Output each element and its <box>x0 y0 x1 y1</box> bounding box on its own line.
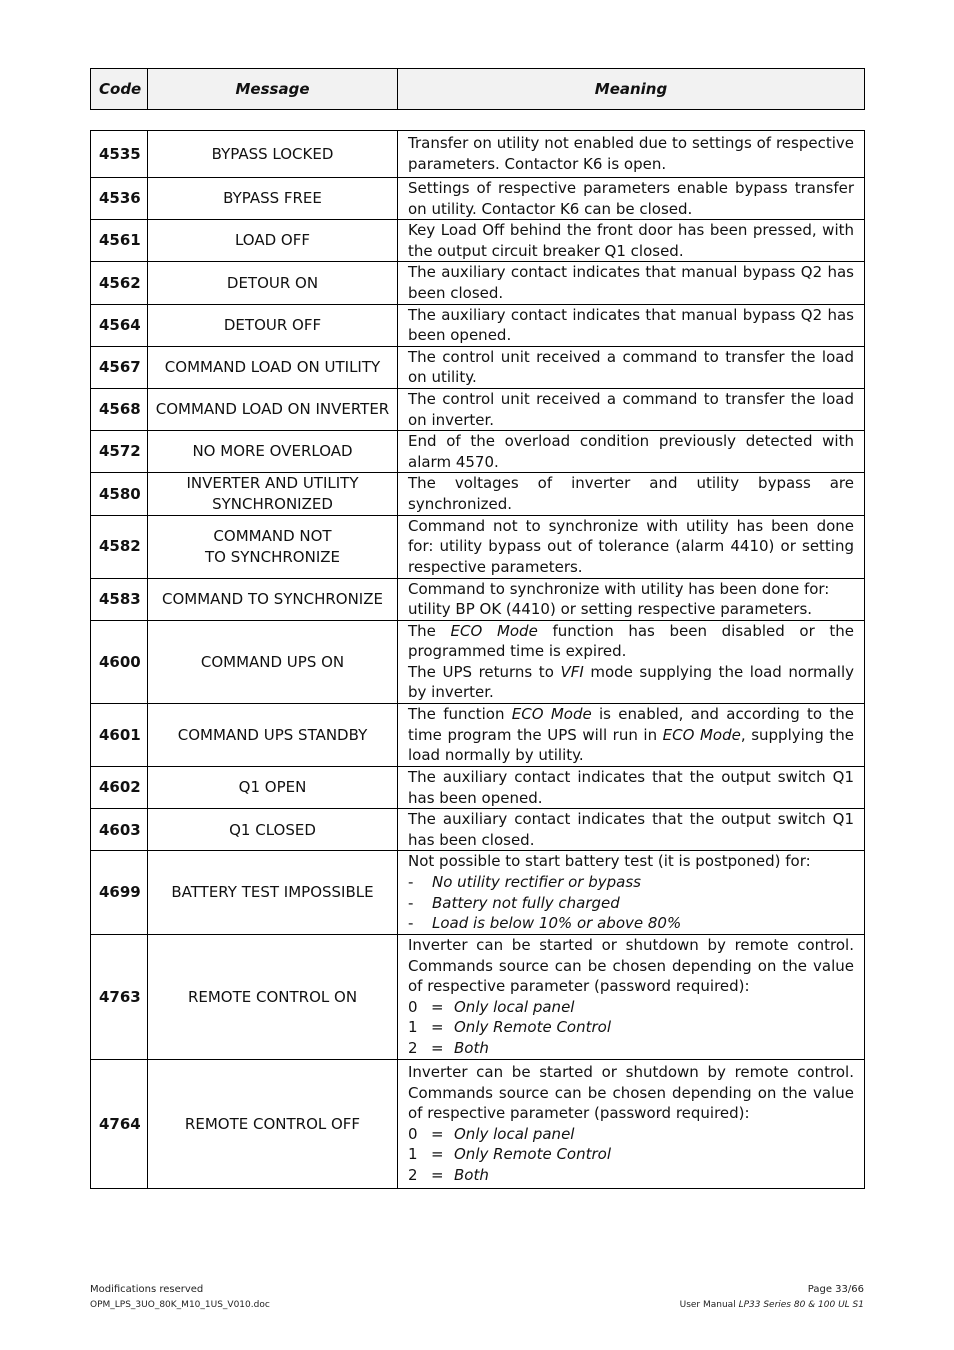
option-equals: = <box>431 997 444 1016</box>
message-line: NO MORE OVERLOAD <box>192 442 353 461</box>
table-row <box>91 578 865 620</box>
message-line: INVERTER AND UTILITY <box>186 474 359 493</box>
bullet-item <box>408 893 854 914</box>
alarm-meaning <box>398 934 865 1059</box>
alarm-code: 4562 <box>91 262 148 304</box>
option-item <box>408 1165 854 1186</box>
option-item <box>408 1144 854 1165</box>
alarm-code: 4536 <box>91 178 148 220</box>
meaning-line: utility BP OK (4410) or setting respective parameters. <box>408 600 813 619</box>
footer-page-number: Page 33/66 <box>807 1284 864 1295</box>
column-header-message: Message <box>148 69 398 110</box>
alarm-code: 4600 <box>91 620 148 703</box>
alarm-code: 4572 <box>91 431 148 473</box>
meaning-line: Not possible to start battery test (it is postponed) for: <box>408 852 811 871</box>
column-header-code: Code <box>91 69 148 110</box>
table-row <box>91 809 865 851</box>
alarm-message <box>148 620 398 703</box>
alarm-meaning <box>398 178 865 220</box>
meaning-text: The control unit received a command to transfer the load on inverter. <box>408 389 854 429</box>
alarm-meaning <box>398 346 865 388</box>
table-row <box>91 704 865 767</box>
meaning-text: The control unit received a command to transfer the load on utility. <box>408 347 854 387</box>
column-header-meaning: Meaning <box>398 69 865 110</box>
message-line: BYPASS LOCKED <box>211 144 334 163</box>
bullet-text: No utility rectifier or bypass <box>432 873 641 892</box>
alarm-code: 4601 <box>91 704 148 767</box>
alarm-meaning <box>398 515 865 578</box>
alarm-code: 4583 <box>91 578 148 620</box>
table-row <box>91 431 865 473</box>
alarm-message <box>148 220 398 262</box>
bullet-dash-icon: - <box>408 873 414 892</box>
meaning-text: The function <box>408 705 512 724</box>
option-value: Both <box>454 1166 489 1184</box>
alarm-code: 4764 <box>91 1059 148 1188</box>
alarm-message <box>148 262 398 304</box>
meaning-paragraph <box>408 262 854 303</box>
bullet-dash-icon: - <box>408 893 414 912</box>
option-item <box>408 1017 854 1038</box>
emphasis-text: ECO Mode <box>511 705 592 724</box>
option-equals: = <box>431 1166 444 1184</box>
alarm-code: 4535 <box>91 131 148 178</box>
emphasis-text: ECO Mode <box>662 725 741 744</box>
emphasis-text: ECO Mode <box>450 621 538 640</box>
meaning-text: , supplying the load normally by utility. <box>408 725 854 765</box>
message-line: REMOTE CONTROL OFF <box>184 1114 361 1133</box>
meaning-text: End of the overload condition previously detected with alarm 4570. <box>408 432 854 471</box>
table-row <box>91 178 865 220</box>
manual-label-text: User Manual <box>679 1300 739 1310</box>
option-value: Only Remote Control <box>454 1145 611 1164</box>
bullet-text: Battery not fully charged <box>432 893 620 912</box>
message-line: COMMAND LOAD ON UTILITY <box>164 358 381 377</box>
alarm-meaning <box>398 851 865 934</box>
option-equals: = <box>431 1039 444 1057</box>
alarm-message <box>148 767 398 809</box>
option-equals: = <box>431 1018 444 1037</box>
meaning-paragraph <box>408 704 854 766</box>
bullet-text: Load is below 10% or above 80% <box>432 914 682 933</box>
alarm-meaning <box>398 620 865 703</box>
alarm-message <box>148 704 398 767</box>
message-line: COMMAND TO SYNCHRONIZE <box>162 589 383 608</box>
option-number: 2 <box>408 1039 418 1057</box>
alarm-code: 4699 <box>91 851 148 934</box>
table-header <box>90 68 865 110</box>
meaning-text: The <box>408 621 451 640</box>
alarm-code: 4564 <box>91 304 148 346</box>
message-line: Q1 CLOSED <box>229 820 316 839</box>
meaning-paragraph <box>408 347 854 388</box>
alarm-code: 4568 <box>91 388 148 430</box>
alarm-meaning <box>398 262 865 304</box>
meaning-paragraph <box>408 178 854 219</box>
option-value: Only Remote Control <box>454 1018 611 1037</box>
alarm-message <box>148 178 398 220</box>
table-row <box>91 851 865 934</box>
table-row <box>91 767 865 809</box>
alarm-meaning <box>398 473 865 515</box>
table-row <box>91 515 865 578</box>
alarm-message <box>148 1059 398 1188</box>
message-line: BATTERY TEST IMPOSSIBLE <box>171 883 374 902</box>
meaning-paragraph <box>408 516 854 578</box>
alarm-meaning <box>398 578 865 620</box>
meaning-text: Command not to synchronize with utility has been done for: utility bypass out of tolerance (alarm 4410) or setting respective parameters. <box>408 516 854 576</box>
option-item <box>408 1038 854 1059</box>
alarm-table <box>90 130 865 1189</box>
meaning-text: function has been disabled or the programmed time is expired. <box>408 621 854 661</box>
alarm-meaning <box>398 809 865 851</box>
message-line: COMMAND UPS STANDBY <box>177 725 368 744</box>
alarm-meaning <box>398 388 865 430</box>
meaning-paragraph <box>408 621 854 662</box>
bullet-item <box>408 872 854 893</box>
bullet-item <box>408 913 854 934</box>
alarm-code: 4567 <box>91 346 148 388</box>
meaning-paragraph <box>408 305 854 346</box>
option-item <box>408 1124 854 1145</box>
alarm-message <box>148 473 398 515</box>
alarm-code: 4602 <box>91 767 148 809</box>
meaning-text: Key Load Off behind the front door has been pressed, with the output circuit breaker Q1 closed. <box>408 221 854 260</box>
alarm-message <box>148 515 398 578</box>
option-number: 2 <box>408 1166 418 1184</box>
meaning-paragraph <box>408 809 854 850</box>
table-row <box>91 1059 865 1188</box>
alarm-meaning <box>398 431 865 473</box>
bullet-dash-icon: - <box>408 914 414 933</box>
meaning-text: The UPS returns to <box>408 662 561 681</box>
message-line: DETOUR ON <box>226 273 319 292</box>
alarm-message <box>148 851 398 934</box>
alarm-meaning <box>398 704 865 767</box>
table-row <box>91 262 865 304</box>
alarm-meaning <box>398 1059 865 1188</box>
meaning-text: mode supplying the load normally by inverter. <box>408 662 854 702</box>
message-line: COMMAND UPS ON <box>200 652 345 671</box>
option-value: Both <box>454 1039 489 1057</box>
table-row <box>91 220 865 262</box>
message-line: BYPASS FREE <box>223 189 322 208</box>
alarm-meaning <box>398 304 865 346</box>
meaning-paragraph <box>408 133 854 174</box>
alarm-meaning <box>398 767 865 809</box>
alarm-message <box>148 934 398 1059</box>
alarm-code: 4561 <box>91 220 148 262</box>
message-line: COMMAND LOAD ON INVERTER <box>155 400 390 419</box>
option-value: Only local panel <box>454 1124 575 1143</box>
alarm-message <box>148 346 398 388</box>
footer-left-line1: Modifications reserved <box>90 1284 204 1295</box>
alarm-meaning <box>398 220 865 262</box>
message-line: TO SYNCHRONIZE <box>204 547 341 566</box>
alarm-code: 4582 <box>91 515 148 578</box>
message-line: SYNCHRONIZED <box>212 494 333 513</box>
table-row <box>91 131 865 178</box>
option-number: 0 <box>408 1124 418 1143</box>
alarm-message <box>148 304 398 346</box>
alarm-message <box>148 388 398 430</box>
option-number: 0 <box>408 997 418 1016</box>
alarm-code: 4763 <box>91 934 148 1059</box>
table-row <box>91 934 865 1059</box>
alarm-code: 4603 <box>91 809 148 851</box>
meaning-text: Settings of respective parameters enable bypass transfer on utility. Contactor K6 can be closed. <box>408 179 854 218</box>
footer-doc-name: OPM_LPS_3UO_80K_M10_1US_V010.doc <box>90 1300 270 1310</box>
option-item <box>408 997 854 1018</box>
meaning-text: Inverter can be started or shutdown by remote control. Commands source can be chosen depending on the value of respective parameter (password required): <box>408 1063 854 1123</box>
meaning-text: The auxiliary contact indicates that the output switch Q1 has been opened. <box>408 768 854 807</box>
meaning-paragraph <box>408 431 854 472</box>
meaning-paragraph <box>408 389 854 430</box>
meaning-paragraph <box>408 1062 854 1124</box>
meaning-paragraph <box>408 935 854 997</box>
message-line: Q1 OPEN <box>238 778 307 797</box>
meaning-text: Inverter can be started or shutdown by remote control. Commands source can be chosen depending on the value of respective parameter (password required): <box>408 936 854 996</box>
message-line: DETOUR OFF <box>223 315 322 334</box>
meaning-paragraph <box>408 767 854 808</box>
message-line: LOAD OFF <box>234 231 310 250</box>
table-row <box>91 473 865 515</box>
alarm-table-body <box>91 131 865 1189</box>
table-row <box>91 388 865 430</box>
alarm-message <box>148 431 398 473</box>
meaning-text: is enabled, and according to the time program the UPS will run in <box>408 705 855 744</box>
meaning-paragraph <box>408 220 854 261</box>
option-number: 1 <box>408 1018 418 1037</box>
manual-model-text: LP33 Series 80 & 100 UL S1 <box>738 1300 864 1310</box>
option-number: 1 <box>408 1145 418 1164</box>
meaning-text: The auxiliary contact indicates that manual bypass Q2 has been closed. <box>408 263 854 302</box>
table-row <box>91 346 865 388</box>
alarm-meaning <box>398 131 865 178</box>
alarm-message <box>148 809 398 851</box>
meaning-text: The auxiliary contact indicates that the output switch Q1 has been closed. <box>408 810 854 849</box>
message-line: REMOTE CONTROL ON <box>187 987 358 1006</box>
meaning-paragraph <box>408 662 854 703</box>
meaning-paragraph <box>408 473 854 514</box>
alarm-message <box>148 131 398 178</box>
alarm-message <box>148 578 398 620</box>
emphasis-text: VFI <box>560 662 584 681</box>
alarm-code: 4580 <box>91 473 148 515</box>
table-row <box>91 304 865 346</box>
option-value: Only local panel <box>454 997 575 1016</box>
table-row <box>91 620 865 703</box>
meaning-text: The auxiliary contact indicates that manual bypass Q2 has been opened. <box>408 305 854 345</box>
meaning-text: Transfer on utility not enabled due to settings of respective parameters. Contactor K6 is open. <box>408 134 854 173</box>
footer-manual-title <box>680 1300 864 1310</box>
option-equals: = <box>431 1145 444 1164</box>
meaning-text: The voltages of inverter and utility bypass are synchronized. <box>408 474 854 513</box>
option-equals: = <box>431 1124 444 1143</box>
message-line: COMMAND NOT <box>213 526 332 545</box>
meaning-line: Command to synchronize with utility has been done for: <box>408 579 830 598</box>
